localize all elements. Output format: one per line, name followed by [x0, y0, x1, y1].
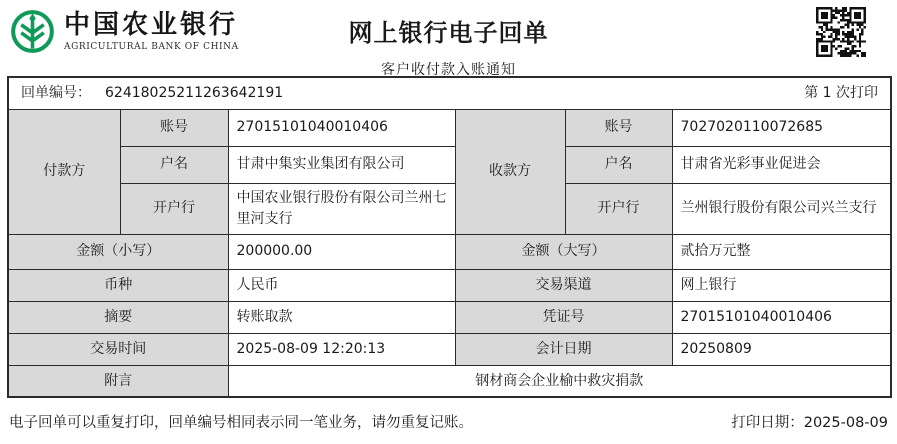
page-title: 网上银行电子回单: [348, 19, 549, 47]
name-row: [8, 146, 891, 183]
qr-code-icon: [816, 7, 866, 57]
payee-name-value: 甘肃省光彩事业促进会: [672, 146, 891, 183]
summary-label: 摘要: [8, 301, 228, 333]
voucher-label: 凭证号: [455, 301, 672, 333]
amount-row: [8, 234, 891, 269]
receipt-number-row: [8, 77, 891, 109]
payee-bank-label: 开户行: [565, 183, 672, 234]
payer-account-value: 27015101040010406: [228, 109, 455, 146]
footer-note: 电子回单可以重复打印，回单编号相同表示同一笔业务，请勿重复记账。: [9, 415, 473, 431]
postscript-row: [8, 365, 891, 397]
amount-small-value: 200000.00: [228, 234, 455, 269]
header: [0, 0, 897, 76]
channel-label: 交易渠道: [455, 269, 672, 301]
footer: [9, 411, 888, 432]
currency-label: 币种: [8, 269, 228, 301]
bank-name-cn: 中国农业银行: [64, 10, 239, 40]
receipt-number-value: 62418025211263642191: [105, 85, 284, 102]
accounting-date-value: 20250809: [672, 333, 891, 365]
payee-bank-value: 兰州银行股份有限公司兴兰支行: [672, 183, 891, 234]
payer-account-label: 账号: [120, 109, 228, 146]
receipt-table: [7, 76, 892, 398]
transaction-time-label: 交易时间: [8, 333, 228, 365]
payer-name-label: 户名: [120, 146, 228, 183]
print-date: 打印日期：2025-08-09: [731, 415, 888, 431]
payer-bank-label: 开户行: [120, 183, 228, 234]
bank-row: [8, 183, 891, 234]
bank-logo: [10, 9, 239, 54]
amount-capital-label: 金额（大写）: [455, 234, 672, 269]
voucher-value: 27015101040010406: [672, 301, 891, 333]
payee-account-label: 账号: [565, 109, 672, 146]
receipt-number-label: 回单编号：: [21, 85, 91, 102]
amount-capital-value: 贰拾万元整: [672, 234, 891, 269]
postscript-value: 钢材商会企业榆中救灾捐款: [228, 365, 891, 397]
currency-value: 人民币: [228, 269, 455, 301]
accounting-date-label: 会计日期: [455, 333, 672, 365]
payee-account-value: 7027020110072685: [672, 109, 891, 146]
print-count: 第 1 次打印: [804, 85, 878, 102]
postscript-label: 附言: [8, 365, 228, 397]
time-row: [8, 333, 891, 365]
channel-value: 网上银行: [672, 269, 891, 301]
bank-name-en: AGRICULTURAL BANK OF CHINA: [64, 42, 239, 52]
currency-row: [8, 269, 891, 301]
abc-bank-logo-icon: [10, 9, 55, 54]
payer-bank-value: 中国农业银行股份有限公司兰州七里河支行: [228, 183, 455, 234]
payer-name-value: 甘肃中集实业集团有限公司: [228, 146, 455, 183]
payee-section-label: 收款方: [455, 109, 565, 234]
summary-value: 转账取款: [228, 301, 455, 333]
page-subtitle: 客户收付款入账通知: [381, 62, 516, 78]
payee-name-label: 户名: [565, 146, 672, 183]
amount-small-label: 金额（小写）: [8, 234, 228, 269]
payer-section-label: 付款方: [8, 109, 120, 234]
summary-row: [8, 301, 891, 333]
account-row: [8, 109, 891, 146]
transaction-time-value: 2025-08-09 12:20:13: [228, 333, 455, 365]
